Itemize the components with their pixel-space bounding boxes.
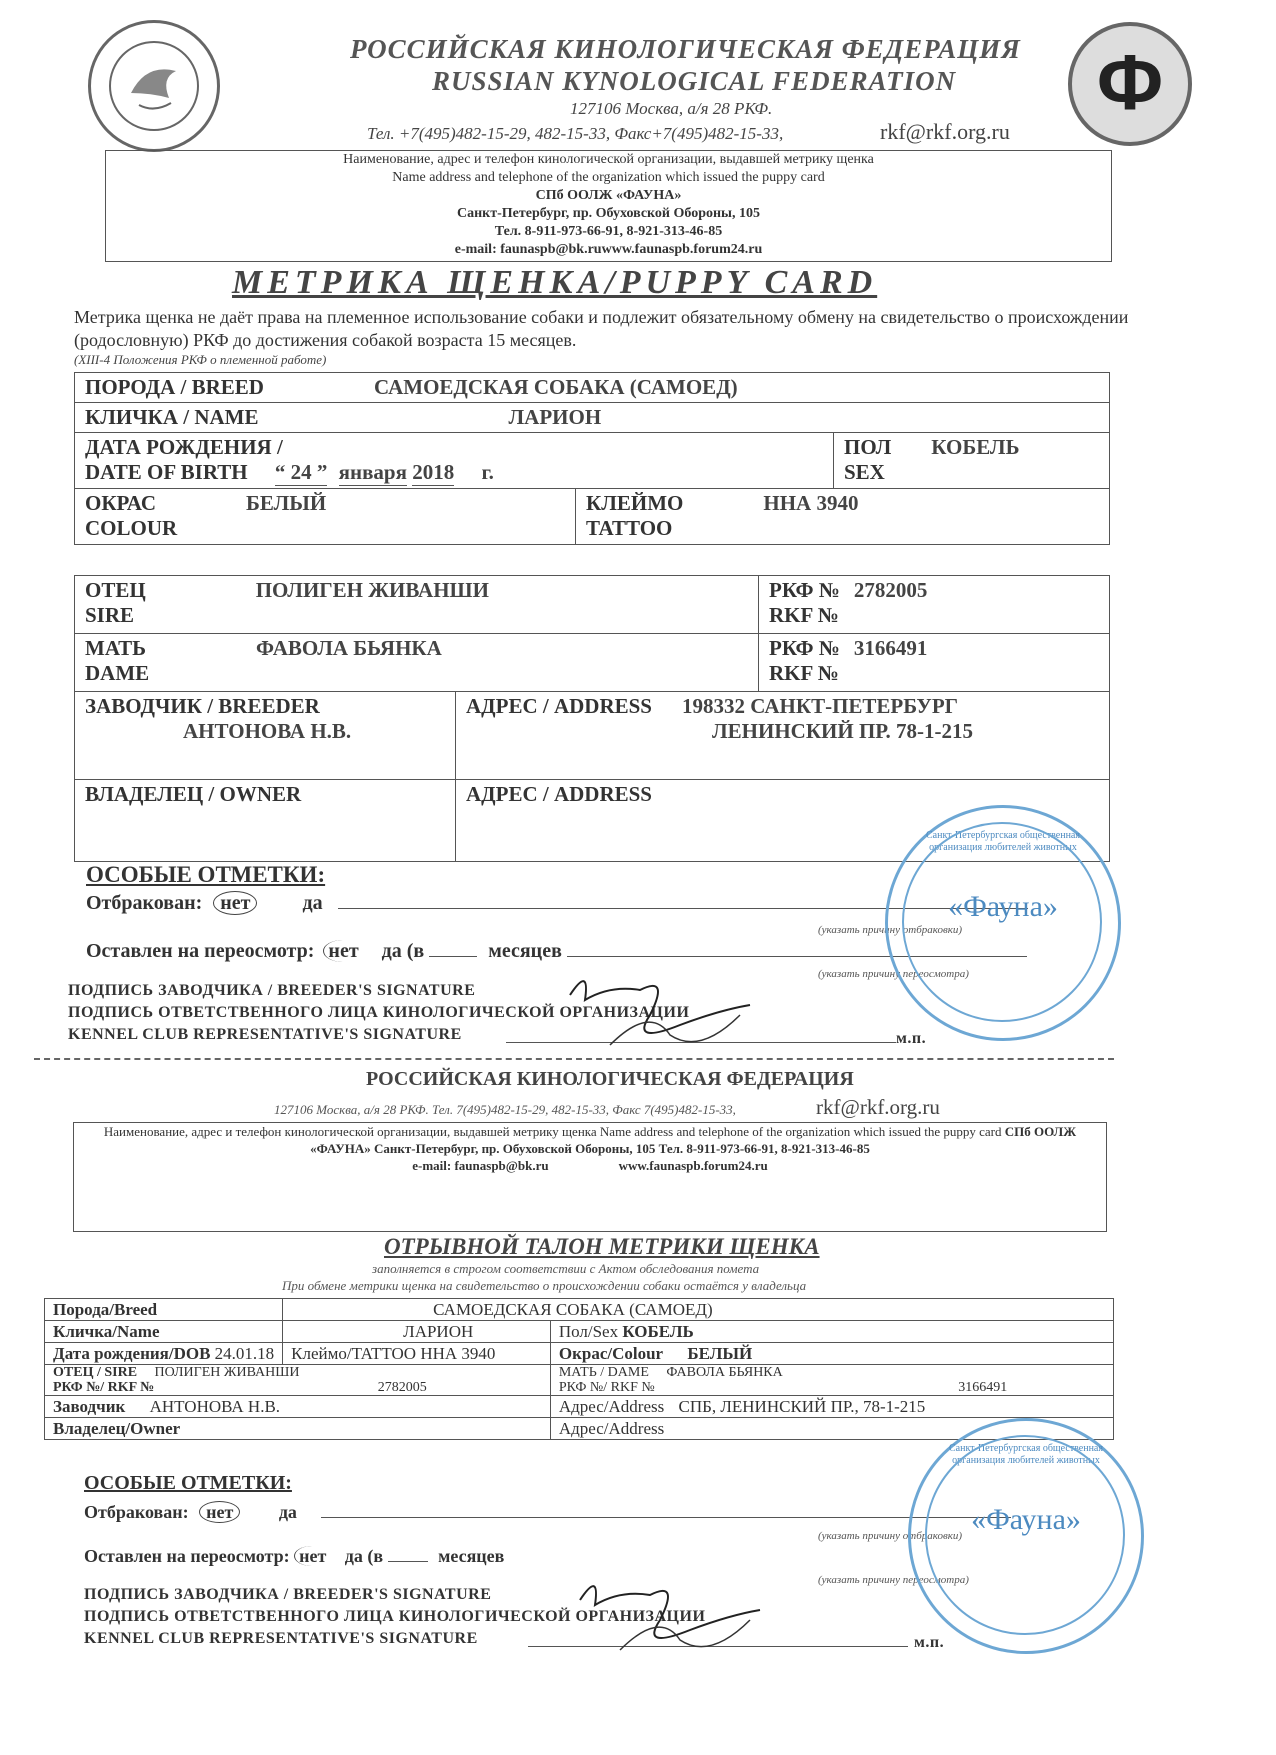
stub-recheck-reason-hint: (указать причину переосмотра) (818, 1574, 969, 1586)
header-email[interactable]: rkf@rkf.org.ru (880, 119, 1010, 144)
stub-owner-label: Владелец/Owner (45, 1418, 551, 1440)
stub-sex-value: КОБЕЛЬ (622, 1321, 694, 1341)
breed-value: САМОЕДСКАЯ СОБАКА (САМОЕД) (373, 375, 738, 399)
stub-breed-value: САМОЕДСКАЯ СОБАКА (САМОЕД) (283, 1299, 1114, 1321)
stub-special-marks-title: ОСОБЫЕ ОТМЕТКИ: (84, 1472, 292, 1494)
notice-text: Метрика щенка не даёт права на племенное использование собаки и подлежит обязательному обмену на свидетельство о происхождении (родословную) РКФ до достижения собакой возраста 15 месяцев. (74, 307, 1129, 350)
stub-recheck-no: нет (294, 1546, 330, 1566)
stub-signature-scribble (560, 1570, 800, 1660)
stub-club-signature-label: KENNEL CLUB REPRESENTATIVE'S SIGNATURE (84, 1630, 478, 1647)
tattoo-cell (576, 489, 1110, 545)
org-site: www.faunaspb.forum24.ru (601, 242, 763, 257)
stub-breed-label: Порода/Breed (45, 1299, 283, 1321)
stub-stamp-ring-text: Санкт-Петербургская общественная организация любителей животных (949, 1443, 1103, 1466)
rkf-logo-letter: Ф (1096, 38, 1164, 126)
stub-org-ru: РОССИЙСКАЯ КИНОЛОГИЧЕСКАЯ ФЕДЕРАЦИЯ (366, 1068, 854, 1090)
breeder-value: АНТОНОВА Н.В. (183, 719, 352, 743)
stub-sire-rkf-label: РКФ №/ RKF № (53, 1380, 155, 1395)
rkf-letter-logo (1068, 22, 1192, 146)
org-email: e-mail: faunaspb@bk.ru (454, 242, 602, 257)
stamp-ring-text: Санкт-Петербургская общественная организация любителей животных (926, 830, 1080, 853)
stub-dob-label: Дата рождения/DOB (53, 1343, 211, 1363)
breed-label: ПОРОДА / BREED (85, 375, 264, 399)
stub-breeder-address-cell (550, 1396, 1113, 1418)
breeder-address-2: ЛЕНИНСКИЙ ПР. 78-1-215 (712, 719, 973, 743)
breeder-label: ЗАВОДЧИК / BREEDER (85, 694, 320, 718)
header-org-en: RUSSIAN KYNOLOGICAL FEDERATION (432, 66, 957, 96)
stub-breeder-label: Заводчик (53, 1396, 126, 1416)
dame-value: ФАВОЛА БЬЯНКА (256, 636, 442, 660)
fauna-stamp-bottom (908, 1418, 1144, 1654)
stub-breeder-cell (45, 1396, 551, 1418)
header-address: 127106 Москва, а/я 28 РКФ. (570, 99, 773, 118)
stub-dob-value: 24.01.18 (214, 1343, 275, 1363)
stub-name-value: ЛАРИОН (283, 1321, 551, 1343)
stub-owner-address-label: Адрес/Address (550, 1418, 1113, 1440)
dame-cell (75, 634, 759, 692)
stub-sire-cell (45, 1365, 551, 1396)
dob-label-ru: ДАТА РОЖДЕНИЯ / (85, 435, 283, 459)
sex-value: КОБЕЛЬ (931, 435, 1020, 459)
breeder-signature-scribble (550, 965, 790, 1055)
org-caption-en: Name address and telephone of the organization which issued the puppy card (392, 170, 825, 185)
stub-title: ОТРЫВНОЙ ТАЛОН МЕТРИКИ ЩЕНКА (384, 1234, 820, 1259)
stub-rejected-label: Отбракован: (84, 1502, 189, 1522)
colour-label-en: COLOUR (85, 516, 178, 540)
stub-org-phones: Тел. 8-911-973-66-91, 8-921-313-46-85 (658, 1141, 870, 1156)
rejected-yes: да (302, 892, 323, 914)
notice-reference: (XIII-4 Положения РКФ о племенной работе) (74, 352, 327, 367)
stub-stamp-center-text: «Фауна» (971, 1503, 1081, 1536)
dame-label-ru: МАТЬ (85, 636, 147, 660)
recheck-months: месяцев (488, 940, 562, 962)
stub-table (44, 1298, 1114, 1440)
dame-rkf-cell (759, 634, 1110, 692)
sex-label-ru: ПОЛ (844, 435, 892, 459)
stub-sire-value: ПОЛИГЕН ЖИВАНШИ (154, 1365, 300, 1380)
stub-org-email: e-mail: faunaspb@bk.ru (412, 1158, 549, 1173)
org-caption-ru: Наименование, адрес и телефон кинологической организации, выдавшей метрику щенка (343, 152, 874, 167)
recheck-reason-hint: (указать причину переосмотра) (818, 968, 969, 980)
stub-reject-reason-hint: (указать причину отбраковки) (818, 1530, 963, 1542)
stub-org-address: Санкт-Петербург, пр. Обуховской Обороны, 105 (374, 1141, 656, 1156)
dame-label-en: DAME (85, 661, 150, 685)
issuing-organization-box (105, 150, 1112, 262)
stub-org-site: www.faunaspb.forum24.ru (618, 1158, 768, 1173)
stub-sex-label: Пол/Sex (558, 1321, 619, 1341)
rejected-no-circled: нет (213, 891, 257, 915)
stub-seal-place-label: м.п. (914, 1634, 945, 1651)
header-org-ru: РОССИЙСКАЯ КИНОЛОГИЧЕСКАЯ ФЕДЕРАЦИЯ (350, 34, 1021, 64)
dob-suffix: г. (481, 460, 494, 484)
special-marks-title: ОСОБЫЕ ОТМЕТКИ: (86, 862, 326, 887)
recheck-label: Оставлен на переосмотр: (86, 940, 315, 962)
recheck-no-circled: нет (323, 940, 362, 962)
stub-breeder-signature-label: ПОДПИСЬ ЗАВОДЧИКА / BREEDER'S SIGNATURE (84, 1586, 492, 1603)
stub-rejected-no: нет (199, 1501, 240, 1523)
recheck-row (86, 940, 1027, 963)
sire-rkf-label-ru: РКФ № (769, 578, 840, 602)
stub-recheck-label: Оставлен на переосмотр: (84, 1546, 290, 1566)
stub-dame-value: ФАВОЛА БЬЯНКА (666, 1365, 783, 1380)
dob-day: “ 24 ” (274, 460, 328, 484)
owner-label: ВЛАДЕЛЕЦ / OWNER (85, 782, 302, 806)
stub-subtitle-1: заполняется в строгом соответствии с Актом обследования помета (372, 1261, 760, 1276)
sire-rkf-cell (759, 576, 1110, 634)
puppy-info-table (74, 372, 1110, 545)
breeder-address-1: 198332 САНКТ-ПЕТЕРБУРГ (681, 694, 959, 718)
sex-label-en: SEX (844, 460, 885, 484)
org-phones: Тел. 8-911-973-66-91, 8-921-313-46-85 (494, 224, 723, 239)
colour-label-ru: ОКРАС (85, 491, 156, 515)
stub-org-box (73, 1122, 1107, 1232)
breeder-address-label: АДРЕС / ADDRESS (466, 694, 652, 718)
dame-rkf-label-en: RKF № (769, 661, 839, 685)
rkf-emblem-logo (88, 20, 220, 152)
stub-org-caption-ru: Наименование, адрес и телефон кинологической организации, выдавшей метрику щенка (103, 1124, 597, 1139)
stub-rejected-yes: да (278, 1502, 297, 1522)
dob-label-en: DATE OF BIRTH (85, 460, 248, 484)
stamp-center-text: «Фауна» (948, 890, 1058, 923)
club-signature-label: KENNEL CLUB REPRESENTATIVE'S SIGNATURE (68, 1026, 462, 1043)
sire-value: ПОЛИГЕН ЖИВАНШИ (255, 578, 489, 602)
sire-label-en: SIRE (85, 603, 135, 627)
owner-address-label: АДРЕС / ADDRESS (466, 782, 652, 806)
tattoo-label-en: TATTOO (586, 516, 673, 540)
stub-tattoo-label: Клеймо/TATTOO (291, 1343, 417, 1363)
stub-colour-label: Окрас/Colour (558, 1343, 664, 1363)
stub-sire-label: ОТЕЦ / SIRE (53, 1365, 138, 1380)
colour-value: БЕЛЫЙ (246, 491, 327, 515)
sex-cell (834, 433, 1110, 489)
dob-cell (75, 433, 834, 489)
stub-sex-cell (550, 1321, 1113, 1343)
org-address: Санкт-Петербург, пр. Обуховской Обороны, 105 (456, 206, 760, 221)
header-phones: Тел. +7(495)482-15-29, 482-15-33, Факс+7(495)482-15-33, (367, 124, 784, 143)
page-title: МЕТРИКА ЩЕНКА/PUPPY CARD (232, 264, 878, 301)
name-label: КЛИЧКА / NAME (85, 405, 259, 429)
owner-cell (75, 780, 456, 862)
stub-official-signature-label: ПОДПИСЬ ОТВЕТСТВЕННОГО ЛИЦА КИНОЛОГИЧЕСКОЙ ОРГАНИЗАЦИИ (84, 1608, 706, 1625)
breeder-cell (75, 692, 456, 780)
name-row (75, 403, 1110, 433)
tattoo-value: ННА 3940 (763, 491, 859, 515)
rejected-label: Отбракован: (86, 892, 203, 914)
reject-reason-hint: (указать причину отбраковки) (818, 924, 963, 936)
sire-rkf-label-en: RKF № (769, 603, 839, 627)
stub-tattoo-value: ННА 3940 (420, 1343, 496, 1363)
stub-recheck-row (84, 1546, 504, 1567)
stub-breeder-address-label: Адрес/Address (558, 1396, 665, 1416)
stub-email[interactable]: rkf@rkf.org.ru (816, 1095, 940, 1119)
sire-rkf-value: 2782005 (853, 578, 928, 602)
stub-dob-cell (45, 1343, 283, 1365)
stub-breeder-value: АНТОНОВА Н.В. (149, 1396, 281, 1416)
name-value: ЛАРИОН (508, 405, 602, 429)
stub-colour-cell (550, 1343, 1113, 1365)
stub-org-caption-en: Name address and telephone of the organization which issued the puppy card (599, 1124, 1002, 1139)
dob-year: 2018 (412, 460, 455, 484)
tattoo-label-ru: КЛЕЙМО (586, 491, 684, 515)
fauna-stamp-top (885, 805, 1121, 1041)
stub-org-name: СПб ООЛЖ «ФАУНА» (310, 1124, 1077, 1156)
cut-line (34, 1058, 1114, 1060)
sire-label-ru: ОТЕЦ (85, 578, 146, 602)
stub-colour-value: БЕЛЫЙ (687, 1343, 753, 1363)
breed-row (75, 373, 1110, 403)
stub-dame-label: МАТЬ / DAME (558, 1365, 649, 1380)
dame-rkf-value: 3166491 (853, 636, 928, 660)
breeder-address-cell (456, 692, 1110, 780)
stub-rejected-row (84, 1502, 1011, 1523)
stub-tattoo-cell (283, 1343, 551, 1365)
stub-dame-cell (550, 1365, 1113, 1396)
seal-place-label: м.п. (896, 1030, 927, 1047)
stub-subtitle-2: При обмене метрики щенка на свидетельство о происхождении собаки остаётся у владельца (282, 1278, 807, 1293)
stub-dame-rkf-value: 3166491 (958, 1380, 1008, 1395)
dame-rkf-label-ru: РКФ № (769, 636, 840, 660)
stub-recheck-months: месяцев (438, 1546, 505, 1566)
colour-cell (75, 489, 576, 545)
breeder-signature-label: ПОДПИСЬ ЗАВОДЧИКА / BREEDER'S SIGNATURE (68, 982, 476, 999)
stub-recheck-yes: да (в (344, 1546, 384, 1566)
stub-phones: 127106 Москва, а/я 28 РКФ. Тел. 7(495)482-15-29, 482-15-33, Факс 7(495)482-15-33, (274, 1102, 736, 1117)
org-name: СПб ООЛЖ «ФАУНА» (535, 188, 682, 203)
stub-sire-rkf-value: 2782005 (377, 1380, 427, 1395)
stub-name-label: Кличка/Name (45, 1321, 283, 1343)
recheck-yes: да (в (381, 940, 425, 962)
sire-cell (75, 576, 759, 634)
stub-dame-rkf-label: РКФ №/ RKF № (558, 1380, 655, 1395)
stub-breeder-address-value: СПБ, ЛЕНИНСКИЙ ПР., 78-1-215 (678, 1396, 926, 1416)
official-signature-label: ПОДПИСЬ ОТВЕТСТВЕННОГО ЛИЦА КИНОЛОГИЧЕСКОЙ ОРГАНИЗАЦИИ (68, 1004, 690, 1021)
dob-month: января (338, 460, 407, 484)
